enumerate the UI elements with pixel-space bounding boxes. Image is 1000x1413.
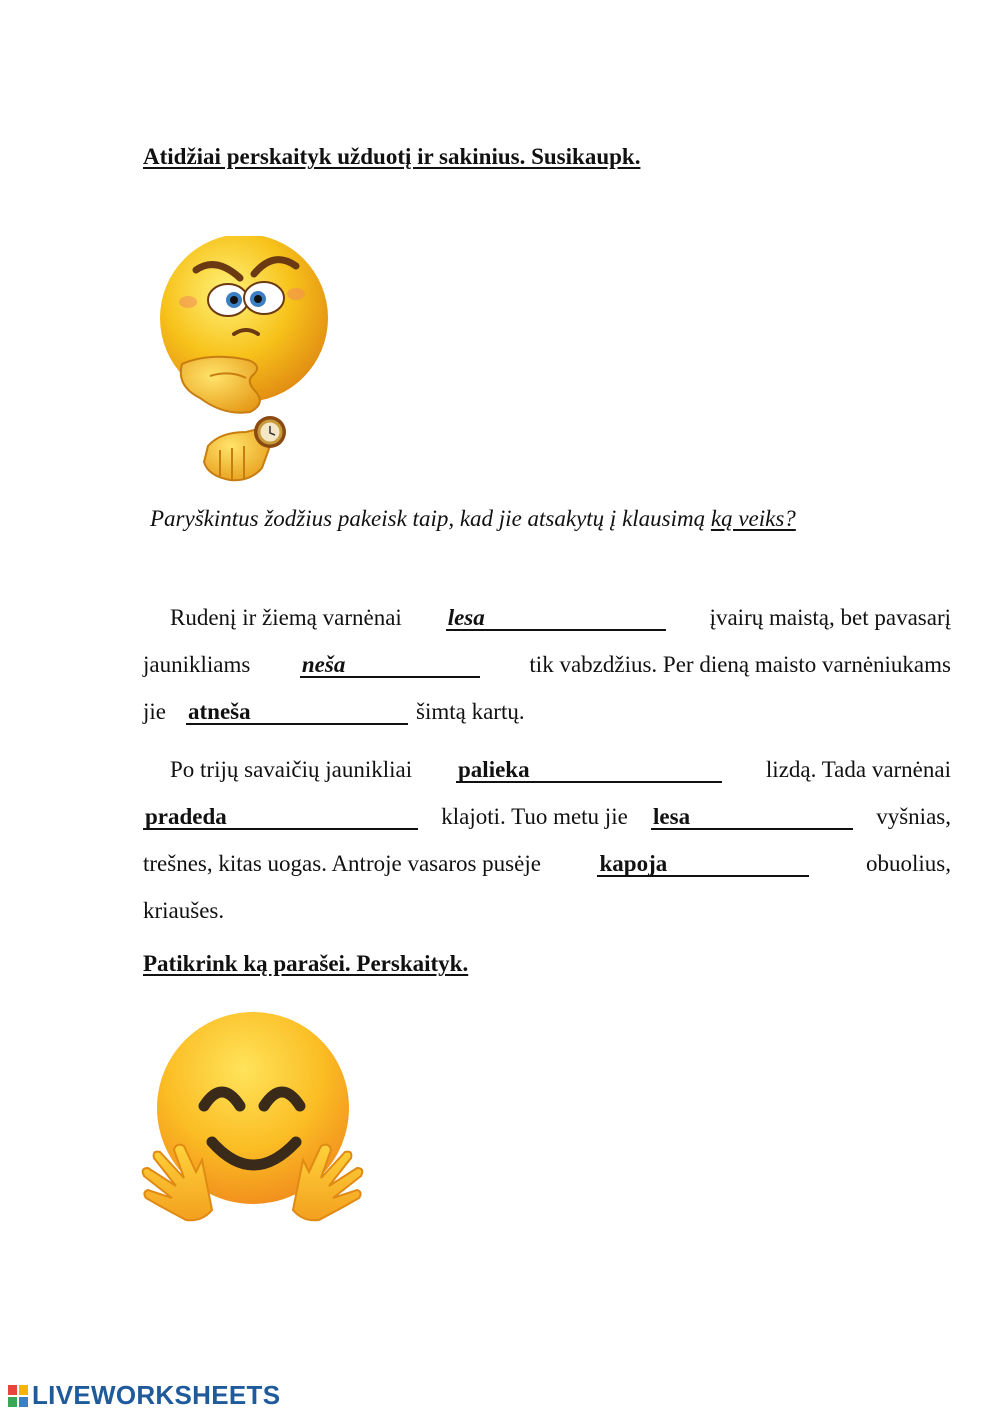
text-segment: šimtą kartų. — [416, 699, 525, 724]
smiling-hug-emoji-icon — [140, 1010, 365, 1230]
answer-blank-7[interactable]: kapoja — [597, 851, 809, 877]
paragraph-2 — [143, 736, 951, 924]
text-segment: jaunikliams — [143, 652, 251, 677]
paragraph-1 — [143, 584, 951, 725]
text-segment: kriaušes. — [143, 898, 225, 923]
text-segment: Rudenį ir žiemą varnėnai — [170, 605, 402, 630]
text-segment: įvairų maistą, bet pavasarį — [709, 605, 951, 630]
text-segment: trešnes, kitas uogas. Antroje vasaros pusėje — [143, 851, 541, 876]
text-segment: Po trijų savaičių jaunikliai — [170, 757, 413, 782]
answer-blank-4[interactable]: palieka — [456, 757, 722, 783]
text-segment: lizdą. Tada varnėnai — [765, 757, 951, 782]
answer-blank-3[interactable]: atneša — [186, 699, 408, 725]
paragraph-line — [143, 736, 951, 783]
answer-blank-1[interactable]: lesa — [446, 605, 666, 631]
logo-text: LIVEWORKSHEETS — [32, 1380, 281, 1410]
text-segment: obuolius, — [866, 851, 951, 876]
paragraph-line — [143, 678, 951, 725]
paragraph-line — [143, 783, 951, 830]
instruction — [150, 506, 796, 532]
instruction-text: Paryškintus žodžius pakeisk taip, kad jie atsakytų į klausimą — [150, 506, 706, 531]
logo-cubes — [8, 1385, 28, 1407]
check-heading: Patikrink ką parašei. Perskaityk. — [143, 951, 469, 976]
task-heading: Atidžiai perskaityk užduotį ir sakinius. Susikaupk. — [143, 144, 641, 169]
liveworksheets-logo-icon — [8, 1380, 280, 1411]
answer-blank-2[interactable]: neša — [300, 652, 480, 678]
instruction-question: ką veiks? — [710, 506, 796, 531]
text-segment: klajoti. Tuo metu jie — [441, 804, 628, 829]
thinking-emoji-icon — [150, 236, 350, 491]
text-segment: vyšnias, — [876, 804, 951, 829]
paragraph-line — [143, 584, 951, 631]
answer-blank-6[interactable]: lesa — [651, 804, 853, 830]
text-segment: jie — [143, 699, 166, 724]
paragraph-line — [143, 830, 951, 877]
answer-blank-5[interactable]: pradeda — [143, 804, 418, 830]
text-segment: tik vabzdžius. Per dieną maisto varnėniukams — [529, 652, 951, 677]
paragraph-line — [143, 631, 951, 678]
paragraph-line — [143, 877, 951, 924]
